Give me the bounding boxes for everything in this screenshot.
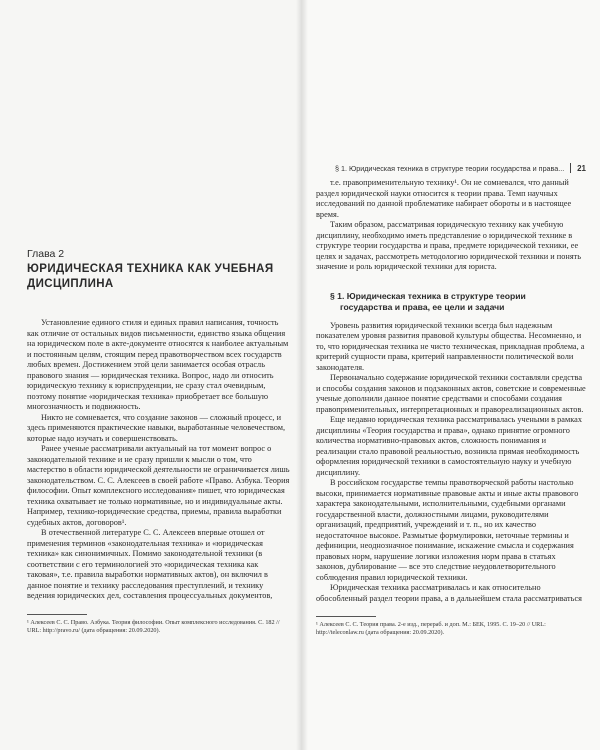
running-header <box>316 163 586 173</box>
chapter-title <box>27 262 290 292</box>
chapter-title-line: ДИСЦИПЛИНА <box>27 278 114 290</box>
header-separator <box>570 163 571 173</box>
right-body <box>316 178 586 637</box>
right-paragraph: Первоначально содержание юридической техники составляли средства и способы создания законов и подзаконных актов, советские и современные ученые дополнили данное понятие средствами и способами создания правоприменительных, интерпретационных и правореализационных актов. <box>316 373 586 414</box>
left-footnote: ¹ Алексеев С. С. Право. Азбука. Теория философии. Опыт комплексного исследования. С. 182 // URL: http://pravo.ru/ (дата обращения: 20.09.2020). <box>27 618 280 634</box>
section-title <box>316 291 586 313</box>
left-paragraph: Никто не сомневается, что создание законов — сложный процесс, и здесь применяются практические навыки, выработанные человечеством, которые надо изучать и совершенствовать. <box>27 412 286 443</box>
right-paragraph: Еще недавно юридическая техника рассматривалась учеными в рамках дисциплины «Теория государства и права», однако принятие огромного количества нормативно-правовых актов, сложность понимания и реализации стало правовой реальностью, возникла прямая необходимость оформления юридической техники в самостоятельную науку и учебную дисциплину. <box>316 415 582 477</box>
footnote-divider <box>316 616 376 617</box>
right-paragraph: Юридическая техника рассматривалась и как относительно обособленный раздел теории права, а в дальнейшем стала рассматриваться <box>316 583 582 603</box>
section-title-line: § 1. Юридическая техника в структуре теории <box>330 290 526 301</box>
section-title-line: государства и права, ее цели и задачи <box>340 301 505 312</box>
left-paragraph: В отечественной литературе С. С. Алексеев впервые отошел от применения терминов «законодательная техника» и «юридическая техника» как синонимичных. Помимо законодательной техники (в соответствии с его терминологией это «юридическая техника как таковая», т.е. правила выработки нормативных актов), он включил в данное понятие и технику расследования преступлений, и технику ведения юридических дел, составления процессуальных документов, <box>27 528 273 600</box>
right-paragraph: В российском государстве темпы правотворческой работы настолько высоки, принимается нормативные правовые акты и иные акты правового характера законодательными, исполнительными, судебными органами государственной власти, должностными лицами, руководителями организаций, предприятий, учреждений и т. п., но их качество недостаточное высокое. Размытые формулировки, неточные термины и дефиниции, неоднозначное понимание, искажение смысла и содержания правовых норм, нарушение логики изложения норм права в статьях законов, дублирование — все это следствие неудовлетворительного соблюдения правил юридической техники. <box>316 478 579 582</box>
book-gutter <box>296 0 308 750</box>
left-paragraph: Ранее ученые рассматривали актуальный на тот момент вопрос о законодательной технике и не сразу пришли к мысли о том, что мастерство в области юридической деятельности не ограничивается лишь законодательством. С. С. Алексеев в своей работе «Право. Азбука. Теория философии. Опыт комплексного исследования» пишет, что юридическая техника охватывает не только нормативные, но и индивидуальные акты. Например, технико-юридические средства, приемы, правила выработки судебных актов, договоров¹. <box>27 444 290 527</box>
right-footnote: ¹ Алексеев С. С. Теория права. 2-е изд., перераб. и доп. М.: БЕК, 1995. С. 19–20 // URL: http://teleconlaw.ru (дата обращения: 20.09.2020). <box>316 621 546 636</box>
right-page <box>302 0 600 750</box>
footnote-divider <box>27 614 87 615</box>
left-paragraph: Установление единого стиля и единых правил написания, точность как отличие от остальных видов письменности, единство языка общения на юридическом поле в акте-документе относятся к наиболее актуальным и постоянным целям, стоящим перед правотворчеством всех государств любых времен. Достижением этой цели занимается особая отрасль правового знания — юридическая техника. Вопрос, надо ли относить юридическую технику к юриспруденции, не сразу стал очевидным, поэтому понятие «юридическая техника» приобретает все большую многозначность и подвижность. <box>27 318 289 411</box>
running-header-text: § 1. Юридическая техника в структуре теории государства и права... <box>334 163 565 173</box>
right-paragraph: Уровень развития юридической техники всегда был надежным показателем уровня развития правовой культуры общества. Несомненно, и то, что юридическая техника не чисто техническая, прикладная проблема, а критерий сущности права, критерий направленности политической воли законодателя. <box>316 320 585 372</box>
right-paragraph: т.е. правоприменительную технику¹. Он не сомневался, что данный раздел юридической науки относится к теории права. Темп научных исследований по данной проблематике набирает обороты и в настоящее время. <box>316 178 572 219</box>
chapter-title-line: ЮРИДИЧЕСКАЯ ТЕХНИКА КАК УЧЕБНАЯ <box>27 263 274 275</box>
chapter-number: Глава 2 <box>27 248 65 260</box>
right-paragraph: Таким образом, рассматривая юридическую технику как учебную дисциплину, необходимо иметь представление о юридической технике в структуре теории государства и права, предмете юридической техники, ее целях и задачах, рассмотреть методологию юридической техники и понять значение и роль юридической техники для юриста. <box>316 220 582 271</box>
page-number: 21 <box>577 163 586 173</box>
